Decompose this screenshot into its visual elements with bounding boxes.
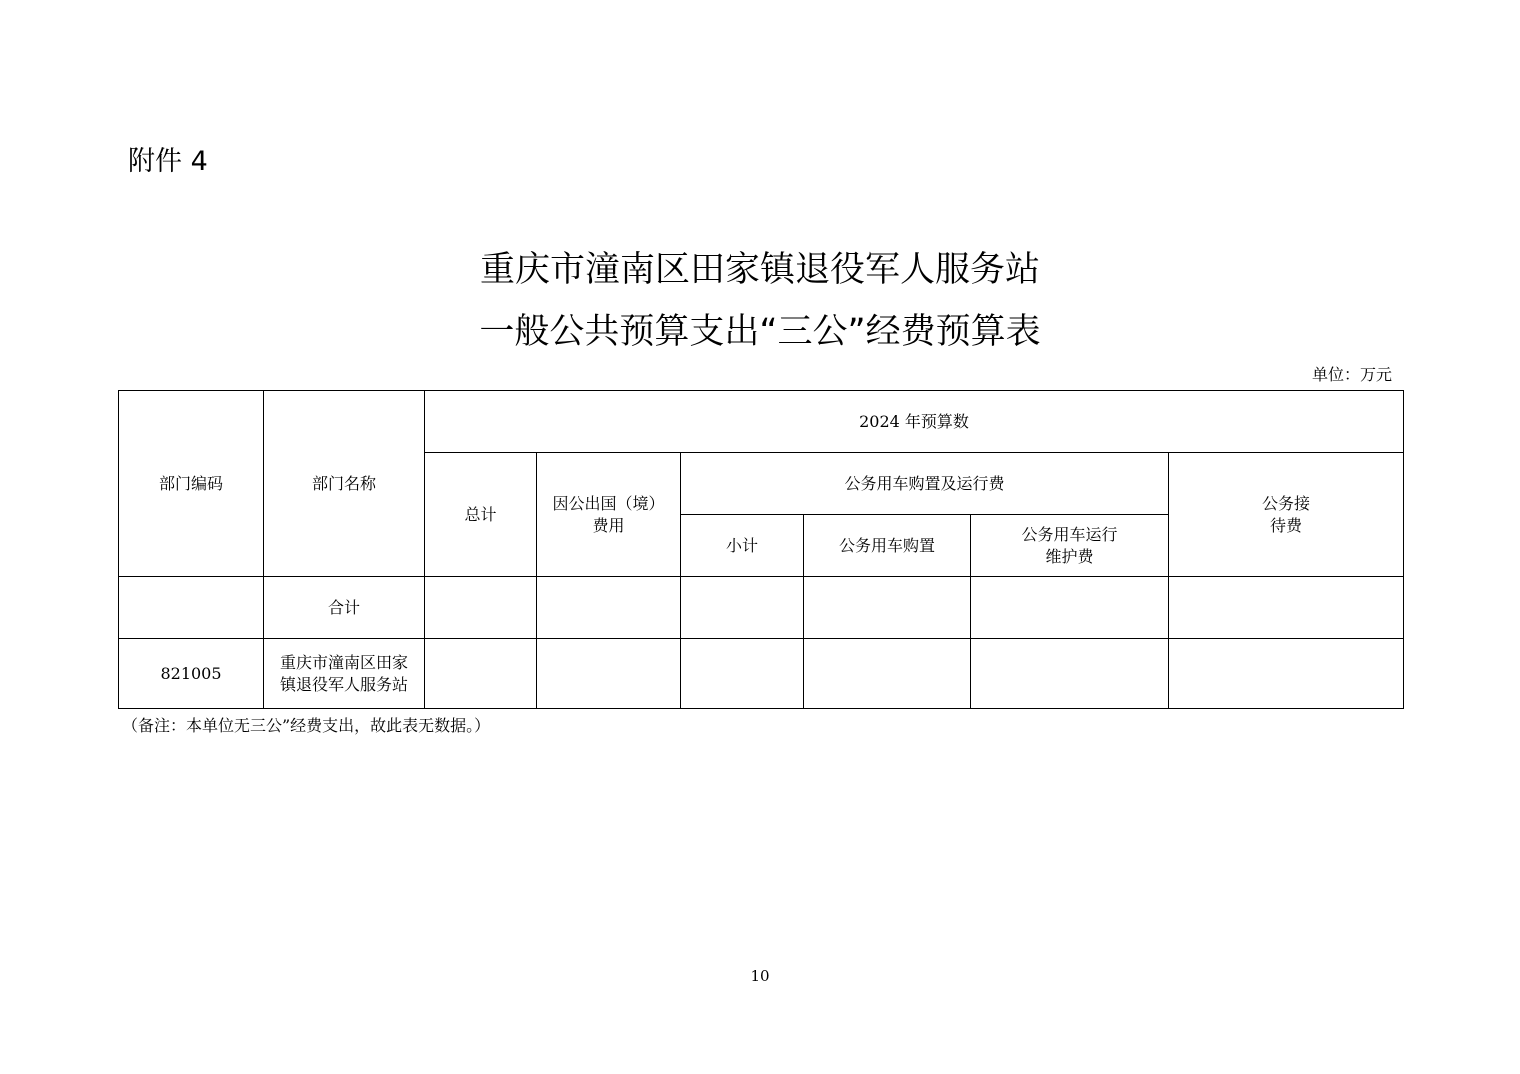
attachment-label: 附件 4 <box>128 146 208 177</box>
unit-label: 单位：万元 <box>1311 365 1392 384</box>
cell-name: 重庆市潼南区田家镇退役军人服务站 <box>264 639 425 709</box>
cell-reception <box>1169 639 1404 709</box>
header-dept-code: 部门编码 <box>119 391 264 577</box>
title-line-1: 重庆市潼南区田家镇退役军人服务站 <box>479 250 1040 290</box>
cell-reception <box>1169 577 1404 639</box>
cell-code <box>119 577 264 639</box>
header-total: 总计 <box>425 453 537 577</box>
table-note: （备注：本单位无三公”经费支出，故此表无数据。） <box>122 716 491 735</box>
table-row <box>119 577 1404 639</box>
header-reception: 公务接待费 <box>1169 453 1404 577</box>
cell-total <box>425 639 537 709</box>
cell-code: 821005 <box>119 639 264 709</box>
cell-name: 合计 <box>264 577 425 639</box>
cell-vehicle-purchase <box>804 639 971 709</box>
header-vehicle-purchase: 公务用车购置 <box>804 515 971 577</box>
page-number: 10 <box>750 967 770 985</box>
cell-overseas <box>537 577 681 639</box>
budget-table <box>118 390 1404 709</box>
header-vehicle-group: 公务用车购置及运行费 <box>681 453 1169 515</box>
cell-subtotal <box>681 639 804 709</box>
header-vehicle-operation: 公务用车运行维护费 <box>971 515 1169 577</box>
header-row-1 <box>119 391 1404 453</box>
cell-vehicle-operation <box>971 577 1169 639</box>
cell-overseas <box>537 639 681 709</box>
cell-subtotal <box>681 577 804 639</box>
header-dept-name: 部门名称 <box>264 391 425 577</box>
header-subtotal: 小计 <box>681 515 804 577</box>
table-row <box>119 639 1404 709</box>
header-overseas: 因公出国（境）费用 <box>537 453 681 577</box>
cell-vehicle-purchase <box>804 577 971 639</box>
header-budget-year: 2024 年预算数 <box>425 391 1404 453</box>
cell-vehicle-operation <box>971 639 1169 709</box>
cell-total <box>425 577 537 639</box>
title-line-2: 一般公共预算支出“三公”经费预算表 <box>479 312 1041 352</box>
